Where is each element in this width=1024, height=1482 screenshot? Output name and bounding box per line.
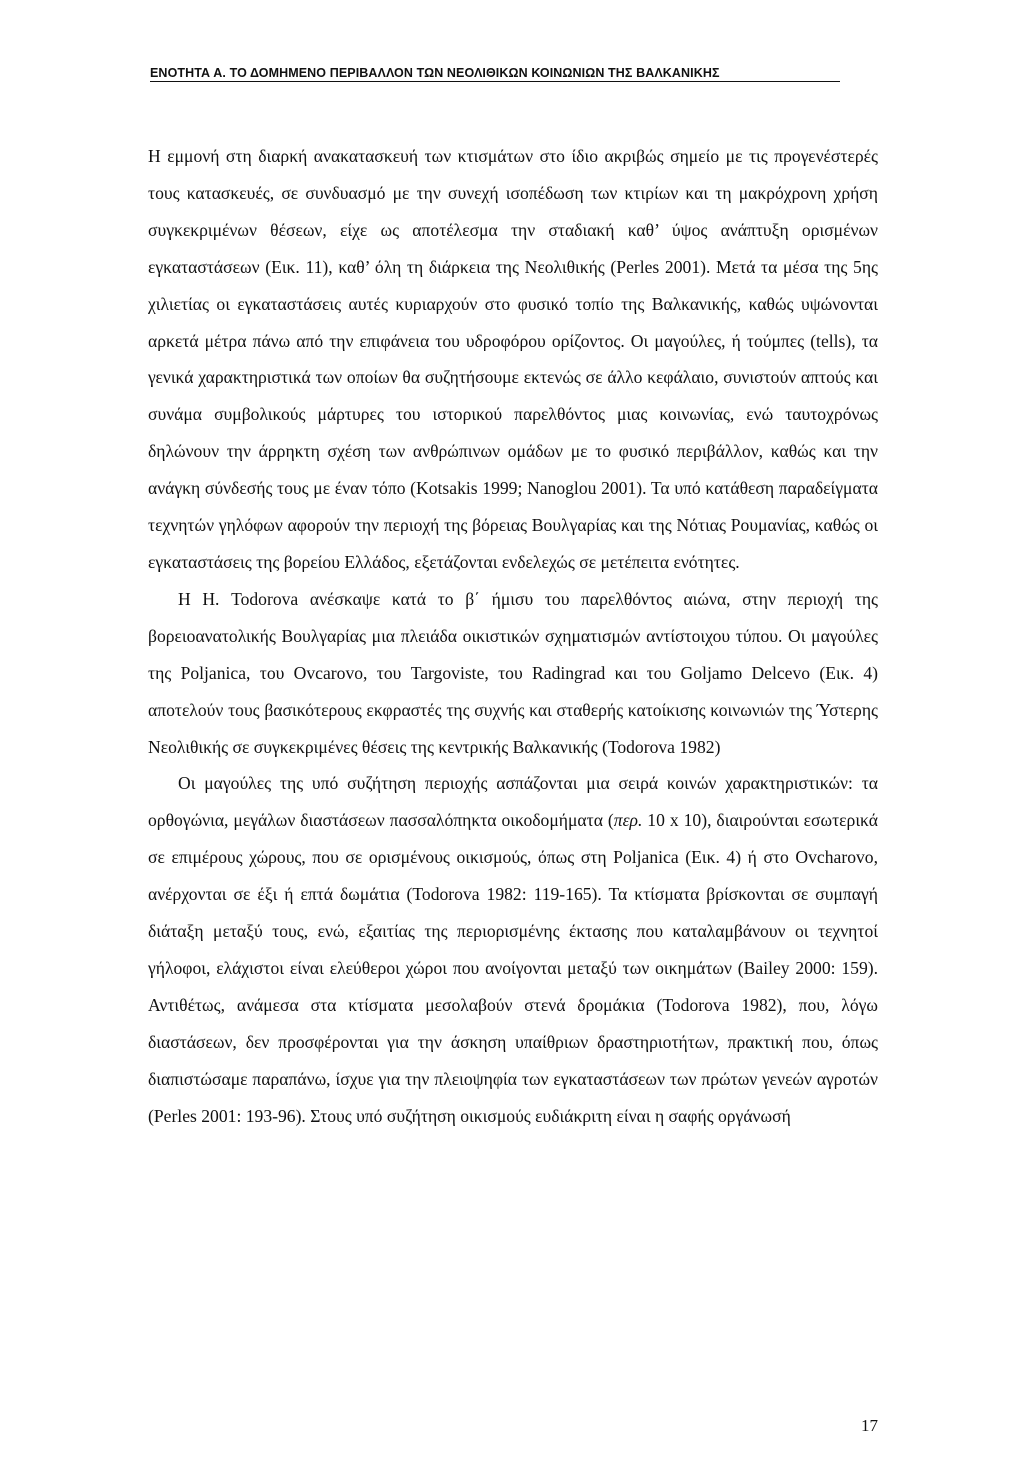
- paragraph-todorova: [148, 581, 878, 766]
- paragraph-text: Η εμμονή στη διαρκή ανακατασκευή των κτισμάτων στο ίδιο ακριβώς σημείο με τις προγενέστερές τους κατασκευές, σε συνδυασμό με την συνεχή ισοπέδωση των κτιρίων και τη μακρόχρονη χρήση συγκεκριμένων θέσεων, είχε ως αποτέλεσμα την σταδιακή καθ’ ύψος ανάπτυξη ορισμένων εγκαταστάσεων (Εικ. 11), καθ’ όλη τη διάρκεια της Νεολιθικής (Perles 2001). Μετά τα μέσα της 5ης χιλιετίας οι εγκαταστάσεις αυτές κυριαρχούν στο φυσικό τοπίο της Βαλκανικής, καθώς υψώνονται αρκετά μέτρα πάνω από την επιφάνεια του υδροφόρου ορίζοντος. Οι μαγούλες, ή τούμπες (tells), τα γενικά χαρακτηριστικά των οποίων θα συζητήσουμε εκτενώς σε άλλο κεφάλαιο, συνιστούν απτούς και συνάμα συμβολικούς μάρτυρες του ιστορικού παρελθόντος μιας κοινωνίας, ενώ ταυτοχρόνως δηλώνουν την άρρηκτη σχέση των ανθρώπινων ομάδων με το φυσικό περιβάλλον, καθώς και την ανάγκη σύνδεσής τους με έναν τόπο (Kotsakis 1999; Nanoglou 2001). Τα υπό κατάθεση παραδείγματα τεχνητών γηλόφων αφορούν την περιοχή της βόρειας Βουλγαρίας και της Νότιας Ρουμανίας, καθώς οι εγκαταστάσεις της βορείου Ελλάδος, εξετάζονται ενδελεχώς σε μετέπειτα ενότητες.: [148, 146, 878, 572]
- paragraph-text: Οι μαγούλες της υπό συζήτηση περιοχής ασπάζονται μια σειρά κοινών χαρακτηριστικών: τα ορθογώνια, μεγάλων διαστάσεων πασσαλόπηκτα οικοδομήματα (: [148, 773, 878, 831]
- paragraph-text: Η Η. Todorova ανέσκαψε κατά το β΄ ήμισυ του παρελθόντος αιώνα, στην περιοχή της βορειοανατολικής Βουλγαρίας μια πλειάδα οικιστικών σχηματισμών αντίστοιχου τύπου. Οι μαγούλες της Poljanica, του Ovcarovo, του Targoviste, του Radingrad και του Goljamo Delcevo (Εικ. 4) αποτελούν τους βασικότερους εκφραστές της συχνής και σταθερής κατοίκισης κοινωνιών της Ύστερης Νεολιθικής σε συγκεκριμένες θέσεις της κεντρικής Βαλκανικής (Todorova 1982): [148, 588, 878, 757]
- paragraph-characteristics: [148, 765, 878, 1134]
- body-text: [148, 138, 878, 1134]
- abbreviation-italic: περ.: [613, 810, 643, 831]
- page-number: 17: [861, 1416, 878, 1435]
- running-header: ΕΝΟΤΗΤΑ Α. ΤΟ ΔΟΜΗΜΕΝΟ ΠΕΡΙΒΑΛΛΟΝ ΤΩΝ ΝΕΟΛΙΘΙΚΩΝ ΚΟΙΝΩΝΙΩΝ ΤΗΣ ΒΑΛΚΑΝΙΚΗΣ: [150, 66, 840, 82]
- paragraph-text: 10 x 10), διαιρούνται εσωτερικά σε επιμέρους χώρους, που σε ορισμένους οικισμούς, όπως στη Poljanica (Εικ. 4) ή στο Ovcharovo, ανέρχονται σε έξι ή επτά δωμάτια (Todorova 1982: 119-165). Τα κτίσματα βρίσκονται σε συμπαγή διάταξη μεταξύ τους, ενώ, εξαιτίας της περιορισμένης έκτασης που καταλαμβάνουν οι τεχνητοί γήλοφοι, ελάχιστοι είναι ελεύθεροι χώροι που ανοίγονται μεταξύ των οικημάτων (Bailey 2000: 159). Αντιθέτως, ανάμεσα στα κτίσματα μεσολαβούν στενά δρομάκια (Todorova 1982), που, λόγω διαστάσεων, δεν προσφέρονται για την άσκηση υπαίθριων δραστηριοτήτων, πρακτική που, όπως διαπιστώσαμε παραπάνω, ίσχυε για την πλειοψηφία των εγκαταστάσεων των πρώτων γενεών αγροτών (Perles 2001: 193-96). Στους υπό συζήτηση οικισμούς ευδιάκριτη είναι η σαφής οργάνωσή: [148, 810, 878, 1126]
- paragraph-tells: [148, 138, 878, 581]
